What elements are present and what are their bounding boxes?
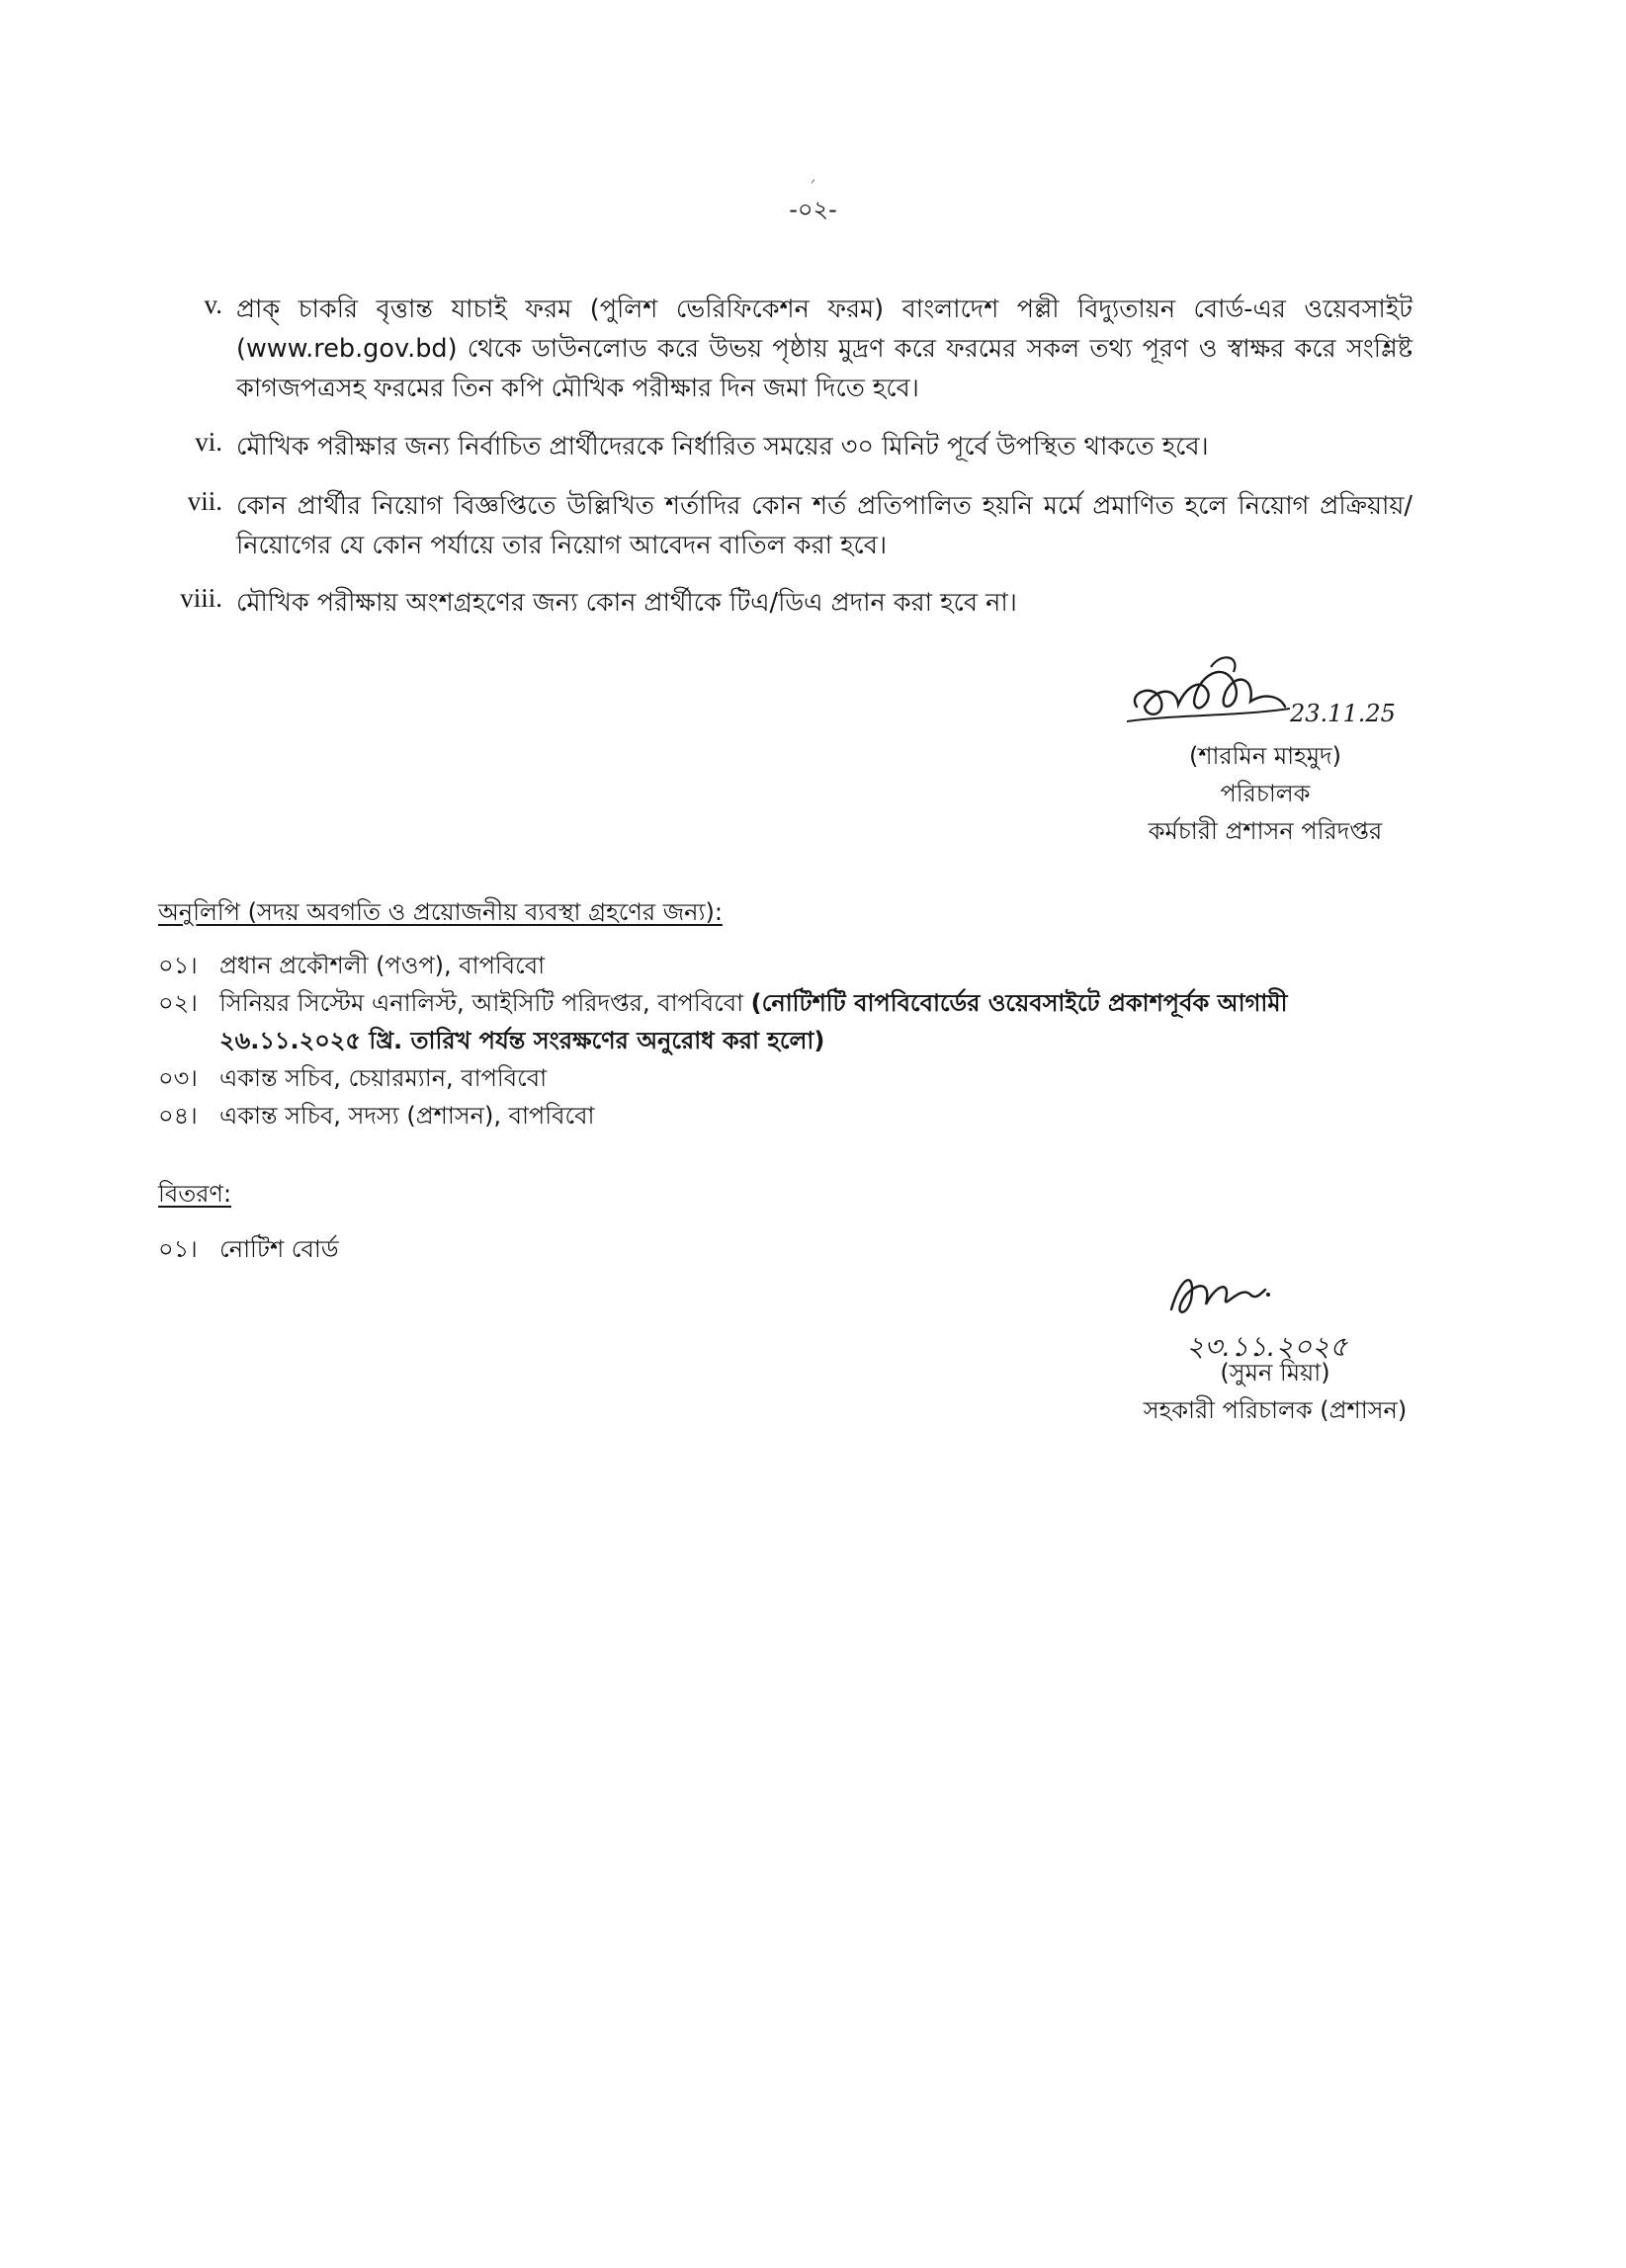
signer-1-name: (শারমিন মাহমুদ) — [1188, 742, 1342, 770]
signer-1-office: কর্মচারী প্রশাসন পরিদপ্তর — [1148, 817, 1383, 845]
signature-1-date: 23.11.25 — [1290, 700, 1396, 727]
condition-number: viii. — [180, 583, 222, 613]
copy-item-number: ০১। — [158, 952, 198, 979]
signature-2 — [1156, 1255, 1453, 1364]
signer-1-designation: পরিচালক — [1220, 780, 1311, 807]
page-number-text: -০২- — [789, 196, 837, 223]
signer-1-block — [1087, 737, 1443, 850]
signer-2-name: (সুমন মিয়া) — [1220, 1359, 1330, 1386]
copy-item-text: সিনিয়র সিস্টেম এনালিস্ট, আইসিটি পরিদপ্তর, বাপবিবো (নোটিশটি বাপবিবোর্ডের ওয়েবসাইটে প্রকাশপূর্বক আগামী ২৬.১১.২০২৫ খ্রি. তারিখ পর্যন্ত সংরক্ষণের অনুরোধ করা হলো) — [219, 989, 1288, 1054]
signer-2-block — [1097, 1354, 1453, 1429]
distribution-heading: বিতরণ: — [158, 1180, 232, 1208]
page-mark: ᐟ — [810, 177, 816, 191]
signature-1 — [1117, 647, 1413, 746]
page-number — [0, 178, 1626, 231]
condition-text: প্রাক্ চাকরি বৃত্তান্ত যাচাই ফরম (পুলিশ ভেরিফিকেশন ফরম) বাংলাদেশ পল্লী বিদ্যুতায়ন বোর্ড-এর ওয়েবসাইট (www.reb.gov.bd) থেকে ডাউনলোড করে উভয় পৃষ্ঠায় মুদ্রণ করে ফরমের সকল তথ্য পূরণ ও স্বাক্ষর করে সংশ্লিষ্ট কাগজপত্রসহ ফরমের তিন কপি মৌখিক পরীক্ষার দিন জমা দিতে হবে। — [236, 294, 1412, 403]
signer-2-designation: সহকারী পরিচালক (প্রশাসন) — [1143, 1396, 1408, 1424]
condition-number: v. — [204, 290, 222, 319]
copy-item-text: একান্ত সচিব, সদস্য (প্রশাসন), বাপবিবো — [219, 1102, 595, 1130]
condition-text: মৌখিক পরীক্ষায় অংশগ্রহণের জন্য কোন প্রার্থীকে টিএ/ডিএ প্রদান করা হবে না। — [236, 588, 1017, 618]
condition-text: কোন প্রার্থীর নিয়োগ বিজ্ঞপ্তিতে উল্লিখিত শর্তাদির কোন শর্ত প্রতিপালিত হয়নি মর্মে প্রমাণিত হলে নিয়োগ প্রক্রিয়ায়/নিয়োগের যে কোন পর্যায়ে তার নিয়োগ আবেদন বাতিল করা হবে। — [236, 491, 1412, 560]
copy-item-number: ০৩। — [158, 1064, 198, 1092]
copy-item-number: ০২। — [158, 989, 198, 1017]
copy-item-text: একান্ত সচিব, চেয়ারম্যান, বাপবিবো — [219, 1064, 548, 1092]
condition-number: vii. — [187, 486, 222, 516]
copy-item-bold-note: (নোটিশটি বাপবিবোর্ডের ওয়েবসাইটে প্রকাশপূর্বক আগামী ২৬.১১.২০২৫ খ্রি. তারিখ পর্যন্ত সংরক্ষণের অনুরোধ করা হলো) — [219, 989, 1288, 1054]
condition-text: মৌখিক পরীক্ষার জন্য নির্বাচিত প্রার্থীদেরকে নির্ধারিত সময়ের ৩০ মিনিট পূর্বে উপস্থিত থাকতে হবে। — [236, 432, 1209, 462]
copy-item-number: ০৪। — [158, 1102, 198, 1130]
copy-heading: অনুলিপি (সদয় অবগতি ও প্রয়োজনীয় ব্যবস্থা গ্রহণের জন্য): — [158, 898, 723, 926]
copy-item-text: প্রধান প্রকৌশলী (পওপ), বাপবিবো — [219, 952, 546, 979]
signature-2-date: ২৩.১১.২০২৫ — [1186, 1330, 1348, 1363]
condition-number: vi. — [195, 427, 222, 457]
distribution-item-text: নোটিশ বোর্ড — [219, 1235, 339, 1263]
distribution-item-number: ০১। — [158, 1235, 198, 1263]
